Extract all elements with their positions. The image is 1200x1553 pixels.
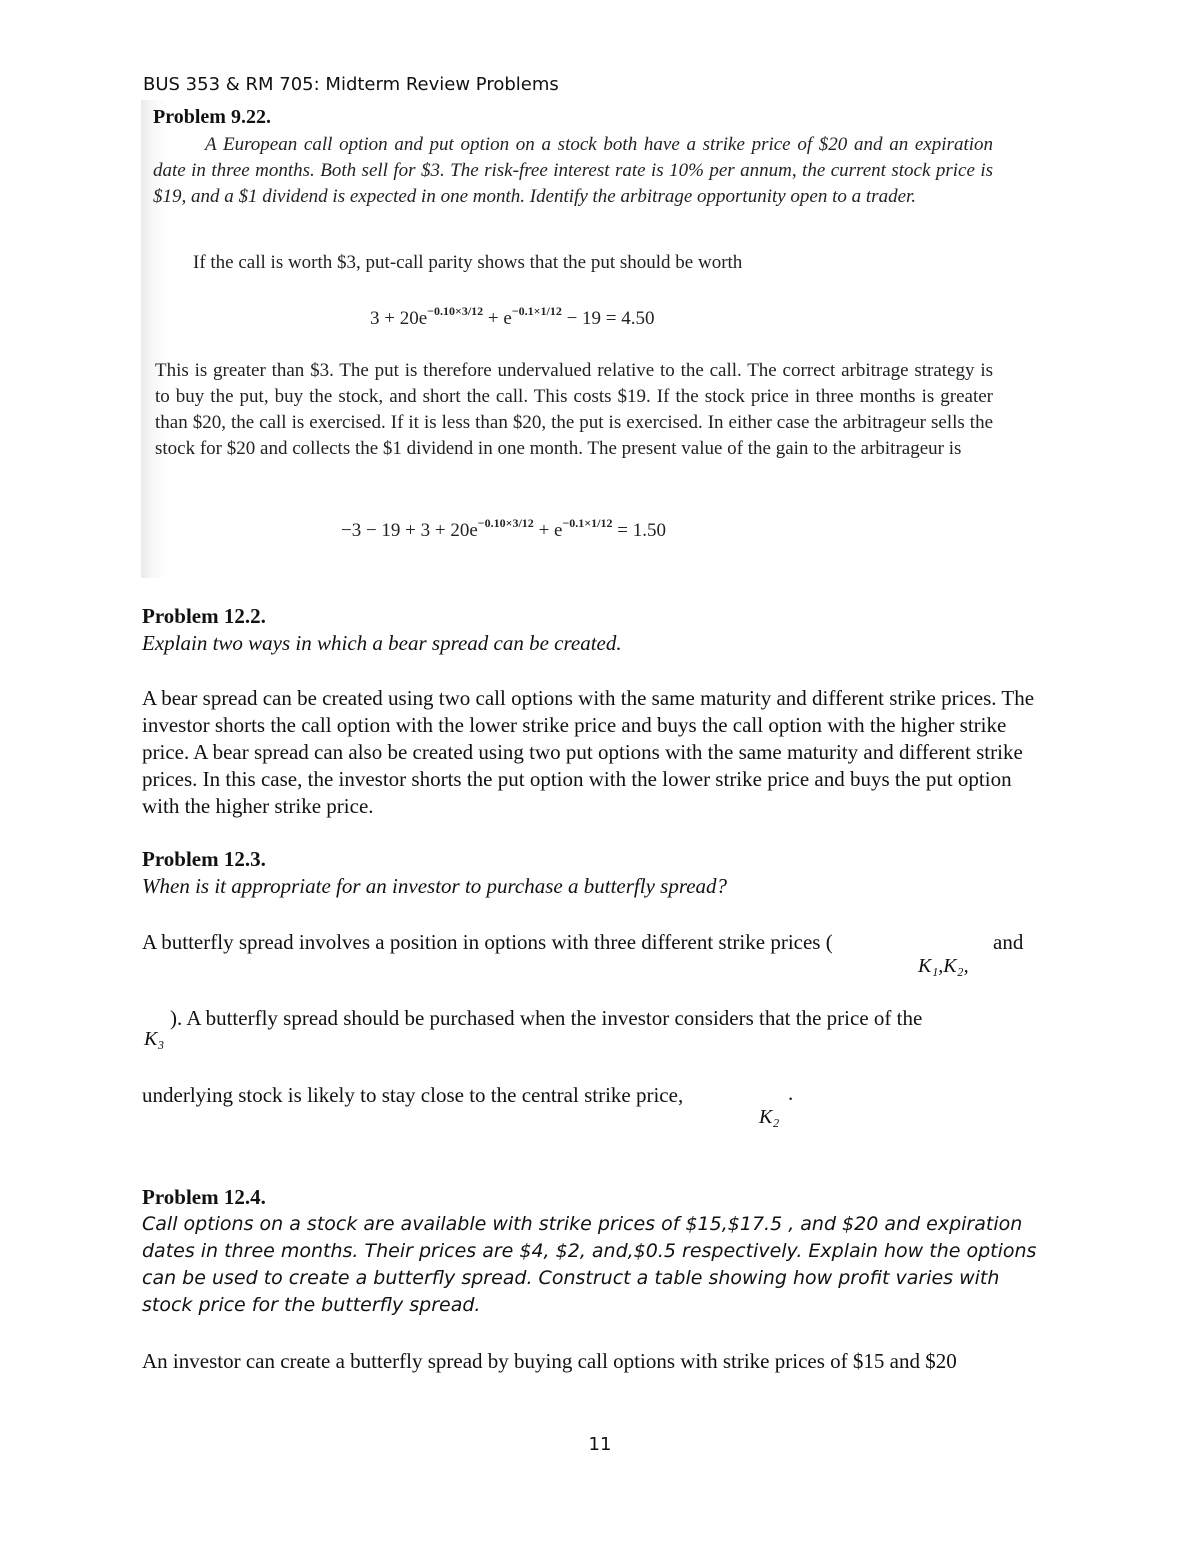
problem-12-2-answer: A bear spread can be created using two call options with the same maturity and different strike prices. The investor shorts the call option with the lower strike price and buys the call option with the higher strike price. A bear spread can also be created using two put options with the same maturity and different strike prices. In this case, the investor shorts the put option with the lower strike price and buys the put option with the higher strike price. bbox=[142, 686, 1035, 818]
answer-intro: If the call is worth $3, put-call parity shows that the put should be worth bbox=[193, 252, 743, 273]
math-k3: K₃ bbox=[144, 1028, 165, 1050]
problem-12-4-title: Problem 12.4. bbox=[142, 1185, 266, 1209]
problem-12-4-question: Call options on a stock are available with strike prices of $15,$17.5 , and $20 and expiration dates in three months. Their prices are $4, $2, and,$0.5 respectively. Explain how the options can be used to create a butterfly spread. Construct a table showing how profit varies with stock price for the butterfly spread. bbox=[142, 1213, 1037, 1316]
answer-text: This is greater than $3. The put is therefore undervalued relative to the call. The correct arbitrage strategy is to buy the put, buy the stock, and short the call. This costs $19. If the stock price in three months is greater than $20, the call is exercised. If it is less than $20, the put is exercised. In either case the arbitrageur sells the stock for $20 and collects the $1 dividend in one month. The present value of the gain to the arbitrageur is bbox=[155, 360, 993, 459]
problem-12-3-line-1-end: and bbox=[993, 930, 1024, 954]
equation-put-value: $3 + 20e^{-0.10\times 3/12} + e^{-0.1\times 1/12} - 19 = 4.50$ bbox=[370, 304, 655, 329]
problem-12-3-line-3-end: . bbox=[788, 1081, 794, 1105]
problem-question: A European call option and put option on a stock both have a strike price of $20 and an expiration date in three months. Both sell for $3. The risk-free interest rate is 10% per annum, the current stock price is $19, and a $1 dividend is expected in one month. Identify the arbitrage opportunity open to a trader. bbox=[153, 134, 993, 207]
problem-12-3-line-1: A butterfly spread involves a position in options with three different strike prices ( bbox=[142, 930, 833, 954]
scanned-problem-9-22 bbox=[141, 100, 1011, 578]
problem-12-3-title: Problem 12.3. bbox=[142, 847, 266, 871]
problem-12-2-title: Problem 12.2. bbox=[142, 604, 266, 628]
problem-12-4-answer: An investor can create a butterfly spread by buying call options with strike prices of $15 and $20 bbox=[142, 1349, 957, 1373]
problem-12-3-question: When is it appropriate for an investor to purchase a butterfly spread? bbox=[142, 874, 728, 898]
document-header: BUS 353 & RM 705: Midterm Review Problems bbox=[143, 74, 559, 95]
equation-arbitrage-gain: $-3 - 19 + 3 + 20e^{-0.10\times 3/12} + e^{-0.1\times 1/12} = 1.50$ bbox=[341, 516, 666, 541]
math-k2: K₂ bbox=[759, 1106, 780, 1128]
page-number: 11 bbox=[588, 1434, 612, 1455]
problem-title: Problem 9.22. bbox=[153, 106, 271, 128]
problem-12-3-line-2: ). A butterfly spread should be purchased when the investor considers that the price of the bbox=[170, 1006, 923, 1030]
problem-12-2-question: Explain two ways in which a bear spread can be created. bbox=[142, 631, 622, 655]
problem-12-3-line-3: underlying stock is likely to stay close to the central strike price, bbox=[142, 1083, 684, 1107]
math-k1-k2: K₁,K₂, bbox=[918, 955, 969, 977]
